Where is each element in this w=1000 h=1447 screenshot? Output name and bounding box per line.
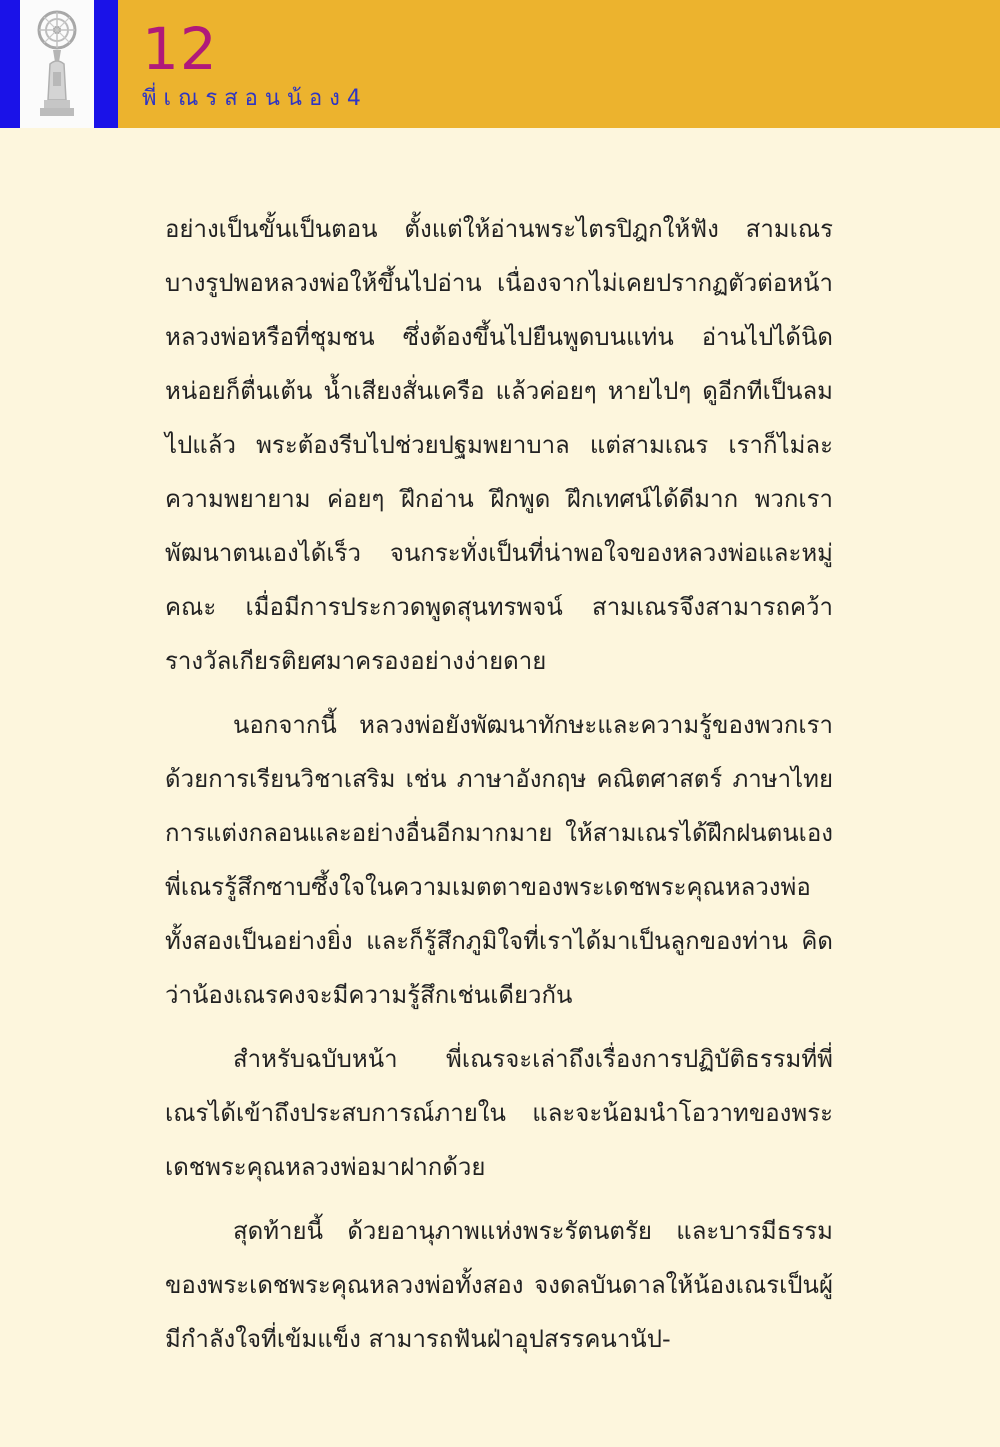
page-header [0,0,1000,128]
emblem-panel [20,0,94,128]
paragraph-closing: สุดท้ายนี้ ด้วยอานุภาพแห่งพระรัตนตรัย และบารมีธรรมของพระเดชพระคุณหลวงพ่อทั้งสอง จงดลบันดาลให้น้องเณรเป็นผู้มีกำลังใจที่เข้มแข็ง สามารถฟันฝ่าอุปสรรคนานัป- [165,1217,833,1353]
blue-stripe-left [0,0,20,128]
dharmachakra-emblem-icon [20,0,94,128]
page-number: 12 [142,15,218,83]
paragraph-continued: อย่างเป็นขั้นเป็นตอน ตั้งแต่ให้อ่านพระไตรปิฎกให้ฟัง สามเณรบางรูปพอหลวงพ่อให้ขึ้นไปอ่าน เนื่องจากไม่เคยปรากฏตัวต่อหน้าหลวงพ่อหรือที่ชุมชน ซึ่งต้องขึ้นไปยืนพูดบนแท่น อ่านไปได้นิดหน่อยก็ตื่นเต้น น้ำเสียงสั่นเครือ แล้วค่อยๆ หายไปๆ ดูอีกทีเป็นลมไปแล้ว พระต้องรีบไปช่วยปฐมพยาบาล แต่สามเณร เราก็ไม่ละความพยายาม ค่อยๆ ฝึกอ่าน ฝึกพูด ฝึกเทศน์ได้ดีมาก พวกเราพัฒนาตนเองได้เร็ว จนกระทั่งเป็นที่น่าพอใจของหลวงพ่อและหมู่คณะ เมื่อมีการประกวดพูดสุนทรพจน์ สามเณรจึงสามารถคว้ารางวัลเกียรติยศมาครองอย่างง่ายดาย [165,215,833,675]
blue-stripe-right [94,0,118,128]
paragraph-skills: นอกจากนี้ หลวงพ่อยังพัฒนาทักษะและความรู้ของพวกเรา ด้วยการเรียนวิชาเสริม เช่น ภาษาอังกฤษ คณิตศาสตร์ ภาษาไทย การแต่งกลอนและอย่างอื่นอีกมากมาย ให้สามเณรได้ฝึกฝนตนเอง พี่เณรรู้สึกซาบซึ้งใจในความเมตตาของพระเดชพระคุณหลวงพ่อทั้งสองเป็นอย่างยิ่ง และก็รู้สึกภูมิใจที่เราได้มาเป็นลูกของท่าน คิดว่าน้องเณรคงจะมีความรู้สึกเช่นเดียวกัน [165,711,833,1009]
article-body [165,202,833,1376]
series-title: พี่เณรสอนน้อง4 [142,86,368,111]
paragraph-next-issue: สำหรับฉบับหน้า พี่เณรจะเล่าถึงเรื่องการปฏิบัติธรรมที่พี่เณรได้เข้าถึงประสบการณ์ภายใน และจะน้อมนำโอวาทของพระเดชพระคุณหลวงพ่อมาฝากด้วย [165,1045,833,1181]
